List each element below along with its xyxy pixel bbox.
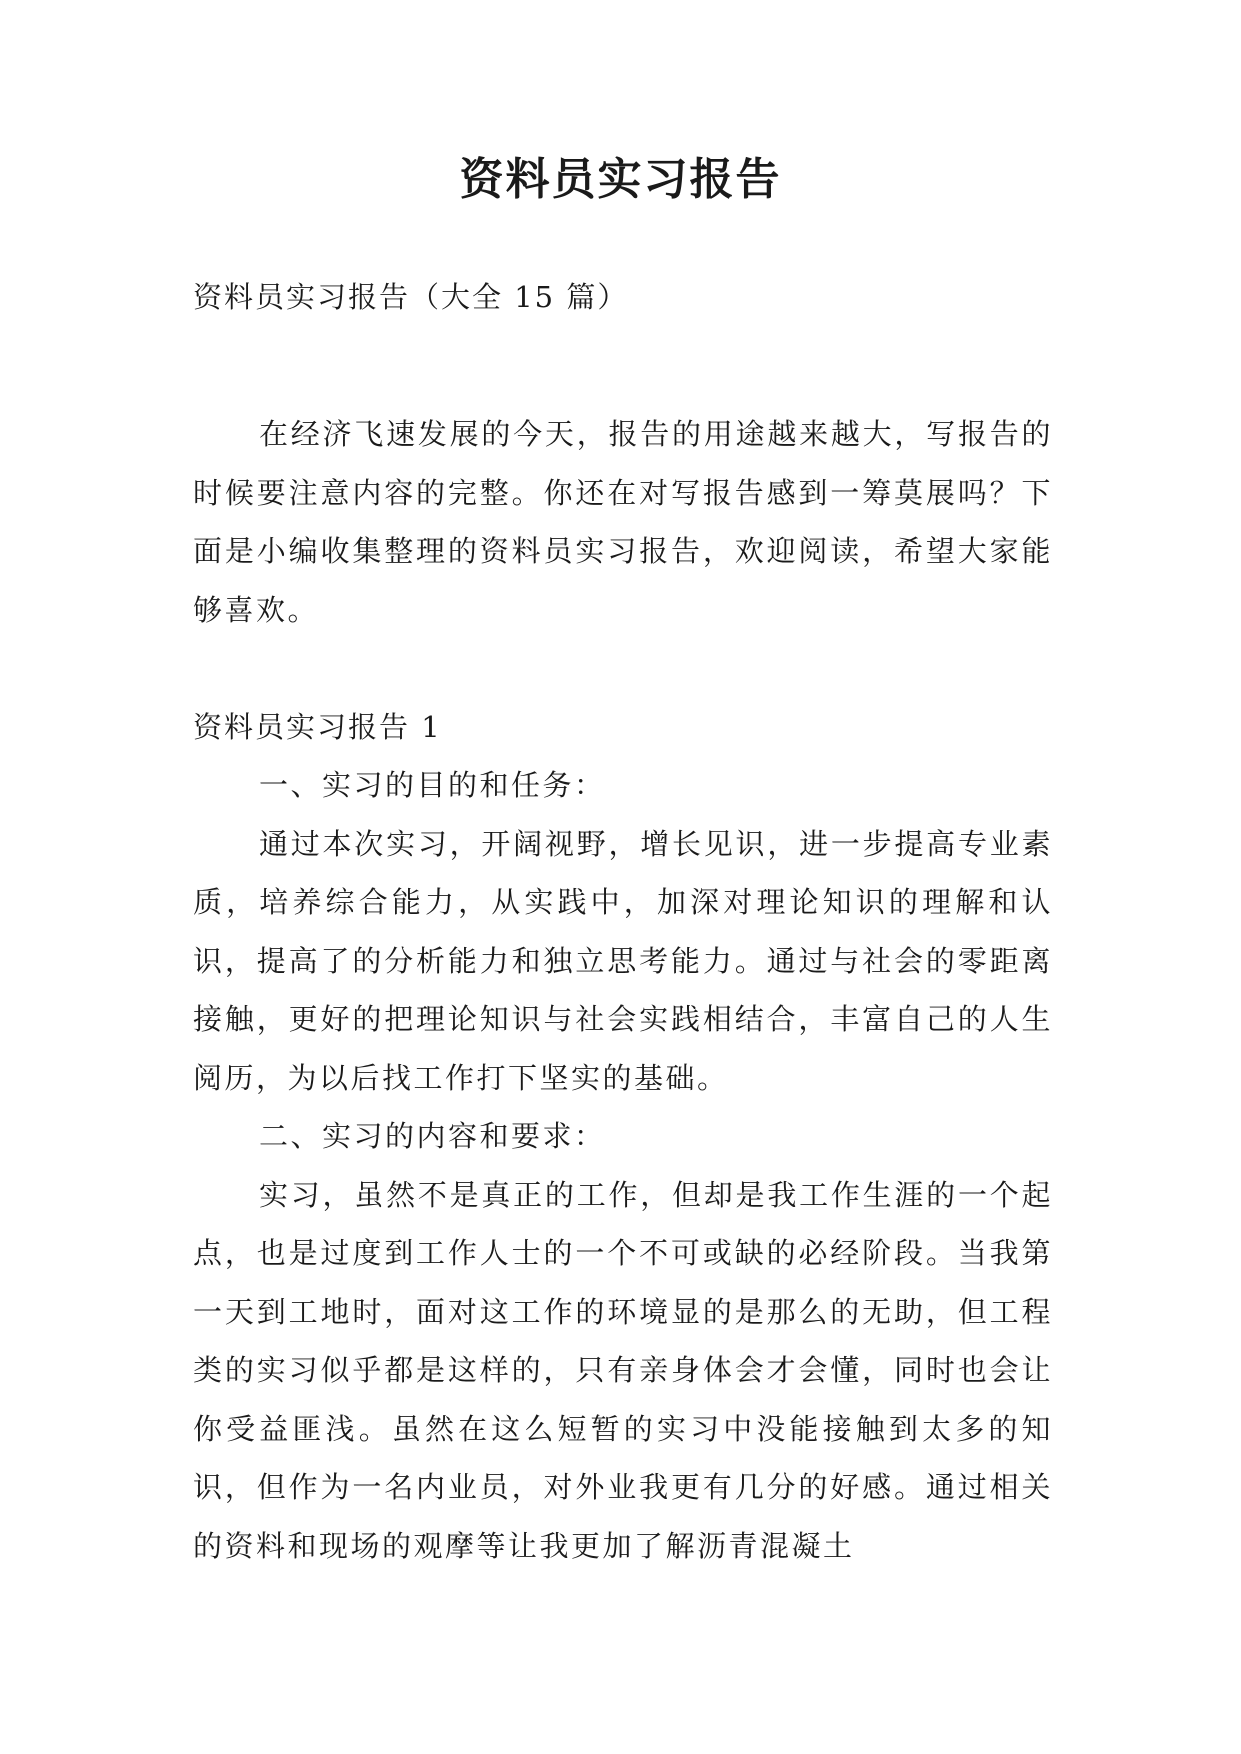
document-subtitle: 资料员实习报告（大全 15 篇） bbox=[193, 280, 629, 314]
section-title: 资料员实习报告 1 bbox=[193, 709, 442, 744]
document-body bbox=[193, 405, 1053, 1575]
intro-paragraph: 在经济飞速发展的今天，报告的用途越来越大，写报告的时候要注意内容的完整。你还在对写报告感到一筹莫展吗？下面是小编收集整理的资料员实习报告，欢迎阅读，希望大家能够喜欢。 bbox=[193, 417, 1053, 627]
part2-heading: 二、实习的内容和要求： bbox=[259, 1119, 606, 1153]
part2-paragraph: 实习，虽然不是真正的工作，但却是我工作生涯的一个起点，也是过度到工作人士的一个不可或缺的必经阶段。当我第一天到工地时，面对这工作的环境显的是那么的无助，但工程类的实习似乎都是这样的，只有亲身体会才会懂，同时也会让你受益匪浅。虽然在这么短暂的实习中没能接触到太多的知识，但作为一名内业员，对外业我更有几分的好感。通过相关的资料和现场的观摩等让我更加了解沥青混凝土 bbox=[193, 1177, 1053, 1563]
part1-paragraph: 通过本次实习，开阔视野，增长见识，进一步提高专业素质，培养综合能力，从实践中，加深对理论知识的理解和认识，提高了的分析能力和独立思考能力。通过与社会的零距离接触，更好的把理论知识与社会实践相结合，丰富自己的人生阅历，为以后找工作打下坚实的基础。 bbox=[193, 826, 1053, 1095]
document-title: 资料员实习报告 bbox=[459, 154, 782, 205]
part1-heading: 一、实习的目的和任务： bbox=[259, 768, 606, 802]
